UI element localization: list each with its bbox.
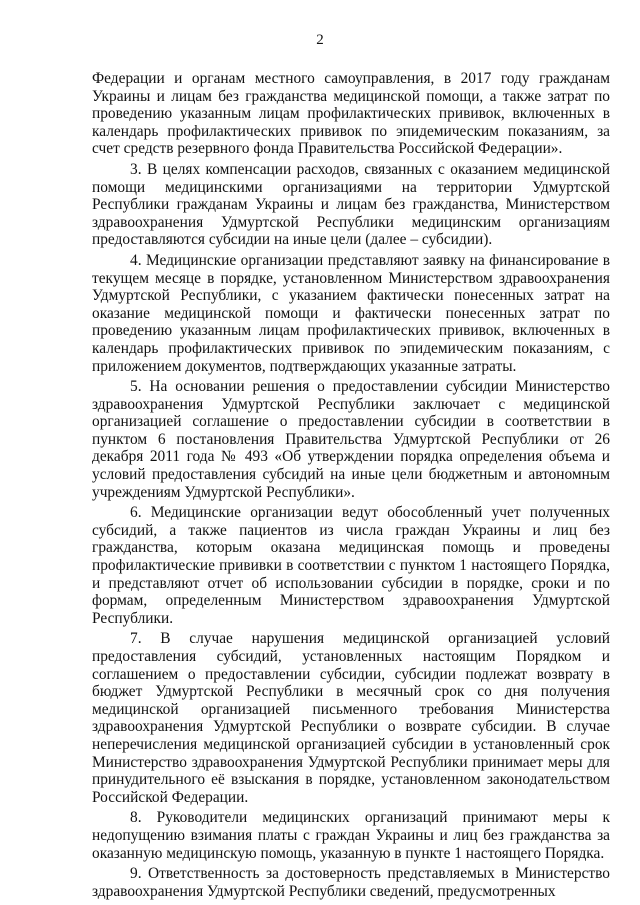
paragraph-continuation: Федерации и органам местного самоуправления, в 2017 году гражданам Украины и лицам без гражданства медицинской помощи, а также затрат по проведению указанным лицам профилактических прививок, включенных в календарь профилактических прививок по эпидемическим показаниям, за счет средств резервного фонда Правительства Российской Федерации». (92, 70, 610, 158)
paragraph-6: 6. Медицинские организации ведут обособленный учет полученных субсидий, а также пациентов из числа граждан Украины и лиц без гражданства, которым оказана медицинская помощь и проведены профилактические прививки в соответствии с пунктом 1 настоящего Порядка, и представляют отчет об использовании субсидии в порядке, сроки и по формам, определенным Министерством здравоохранения Удмуртской Республики. (92, 504, 610, 627)
paragraph-3: 3. В целях компенсации расходов, связанных с оказанием медицинской помощи медицинскими организациями на территории Удмуртской Республики гражданам Украины и лицам без гражданства, Министерством здравоохранения Удмуртской Республики медицинским организациям предоставляются субсидии на иные цели (далее – субсидии). (92, 160, 610, 249)
paragraph-5: 5. На основании решения о предоставлении субсидии Министерство здравоохранения Удмуртской Республики заключает с медицинской организацией соглашение о предоставлении субсидии в соответствии в пунктом 6 постановления Правительства Удмуртской Республики от 26 декабря 2011 года № 493 «Об утверждении порядка определения объема и условий предоставления субсидий на иные цели бюджетным и автономным учреждениям Удмуртской Республики». (92, 378, 610, 501)
page-number: 2 (316, 32, 324, 48)
paragraph-8: 8. Руководители медицинских организаций принимают меры к недопущению взимания платы с граждан Украины и лиц без гражданства за оказанную медицинскую помощь, указанную в пункте 1 настоящего Порядка. (92, 809, 610, 862)
paragraph-9: 9. Ответственность за достоверность представляемых в Министерство здравоохранения Удмуртской Республики сведений, предусмотренных (92, 865, 610, 900)
document-body (92, 70, 610, 903)
paragraph-4: 4. Медицинские организации представляют заявку на финансирование в текущем месяце в порядке, установленном Министерством здравоохранения Удмуртской Республики, с указанием фактически понесенных затрат на оказание медицинской помощи и фактически понесенных затрат по проведению указанным лицам профилактических прививок, включенных в календарь профилактических прививок по эпидемическим показаниям, с приложением документов, подтверждающих указанные затраты. (92, 251, 610, 375)
paragraph-7: 7. В случае нарушения медицинской организацией условий предоставления субсидий, установленных настоящим Порядком и соглашением о предоставлении субсидии, субсидии подлежат возврату в бюджет Удмуртской Республики в месячный срок со дня получения медицинской организацией письменного требования Министерства здравоохранения Удмуртской Республики о возврате субсидии. В случае неперечисления медицинской организацией субсидии в установленный срок Министерство здравоохранения Удмуртской Республики принимает меры для принудительного её взыскания в порядке, установленном законодательством Российской Федерации. (92, 630, 610, 806)
